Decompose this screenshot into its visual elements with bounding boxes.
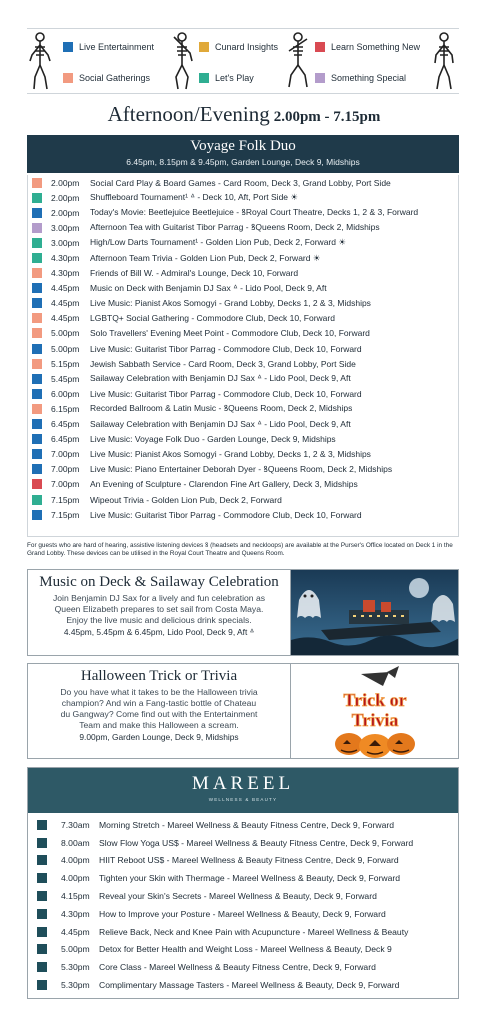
category-swatch	[32, 328, 42, 338]
event-description: Social Card Play & Board Games - Card Room, Deck 3, Grand Lobby, Port Side	[90, 177, 391, 188]
event-time: 2.00pm	[51, 207, 80, 218]
wellness-swatch	[37, 855, 47, 865]
wellness-row	[28, 869, 458, 887]
wellness-row	[28, 976, 458, 994]
wellness-swatch	[37, 962, 47, 972]
category-swatch	[32, 495, 42, 505]
schedule-row	[28, 371, 458, 386]
legend-swatch	[199, 42, 209, 52]
event-description: Live Music: Guitarist Tibor Parrag - Commodore Club, Deck 10, Forward	[90, 388, 362, 399]
event-time: 3.00pm	[51, 237, 80, 248]
schedule-row	[28, 341, 458, 356]
ghost-ship-illustration	[291, 570, 458, 655]
legend-learn-something-new: Learn Something New	[315, 42, 420, 52]
wellness-row	[28, 852, 458, 870]
legend-swatch	[199, 73, 209, 83]
wellness-description: HIIT Reboot US$ - Mareel Wellness & Beauty Fitness Centre, Deck 9, Forward	[99, 855, 399, 866]
event-description: Sailaway Celebration with Benjamin DJ Sax ᐞ - Lido Pool, Deck 9, Aft	[90, 373, 351, 384]
category-swatch	[32, 359, 42, 369]
legend-swatch	[63, 73, 73, 83]
event-time: 6.45pm	[51, 434, 80, 445]
wellness-row	[28, 905, 458, 923]
event-description: Live Music: Guitarist Tibor Parrag - Commodore Club, Deck 10, Forward	[90, 509, 362, 520]
category-swatch	[32, 510, 42, 520]
page-title: Afternoon/Evening 2.00pm - 7.15pm	[107, 102, 381, 126]
schedule-row	[28, 266, 458, 281]
schedule-row	[28, 250, 458, 265]
wellness-swatch	[37, 980, 47, 990]
category-swatch	[32, 344, 42, 354]
event-time: 4.30pm	[51, 253, 80, 264]
event-time: 7.00pm	[51, 449, 80, 460]
skeleton-icon	[171, 31, 193, 91]
schedule-row	[28, 281, 458, 296]
promo-footer: 9.00pm, Garden Lounge, Deck 9, Midships	[79, 732, 239, 742]
schedule-row	[28, 175, 458, 190]
category-swatch	[32, 464, 42, 474]
legend-swatch	[63, 42, 73, 52]
wellness-row	[28, 834, 458, 852]
wellness-row	[28, 958, 458, 976]
promo-footer: 4.45pm, 5.45pm & 6.45pm, Lido Pool, Deck 9, Aft ᐞ	[63, 627, 255, 637]
wellness-description: Morning Stretch - Mareel Wellness & Beauty Fitness Centre, Deck 9, Forward	[99, 819, 395, 830]
category-swatch	[32, 389, 42, 399]
wellness-swatch	[37, 873, 47, 883]
legend-live-entertainment: Live Entertainment	[63, 42, 154, 52]
category-swatch	[32, 268, 42, 278]
hearing-note: For guests who are hard of hearing, assistive listening devices ꝸ (headsets and neckloops) are available at the Purser's Office located on Deck 1 in the Grand Lobby. These devices can be utilised in the Royal Court Theatre and Queens Room.	[27, 542, 453, 557]
wellness-time: 4.00pm	[61, 855, 90, 866]
event-time: 4.45pm	[51, 313, 80, 324]
event-time: 6.15pm	[51, 403, 80, 414]
schedule-row	[28, 401, 458, 416]
event-description: Friends of Bill W. - Admiral's Lounge, Deck 10, Forward	[90, 268, 299, 279]
promo-description: Do you have what it takes to be the Halloween trivia champion? And win a Fang-tastic bottle of Chateau du Gangway? Come find out with the Entertainment Team and make this Halloween a scream.	[60, 687, 258, 730]
banner-title: Voyage Folk Duo	[190, 138, 296, 154]
wellness-description: Slow Flow Yoga US$ - Mareel Wellness & Beauty Fitness Centre, Deck 9, Forward	[99, 837, 414, 848]
featured-banner	[27, 135, 459, 173]
event-time: 4.45pm	[51, 298, 80, 309]
wellness-swatch	[37, 891, 47, 901]
category-legend	[27, 28, 459, 94]
wellness-time: 7.30am	[61, 819, 90, 830]
wellness-swatch	[37, 838, 47, 848]
banner-subtitle: 6.45pm, 8.15pm & 9.45pm, Garden Lounge, Deck 9, Midships	[126, 157, 360, 167]
event-description: An Evening of Sculpture - Clarendon Fine Art Gallery, Deck 3, Midships	[90, 479, 358, 490]
wellness-row	[28, 887, 458, 905]
mareel-list	[28, 813, 458, 994]
event-description: Sailaway Celebration with Benjamin DJ Sax ᐞ - Lido Pool, Deck 9, Aft	[90, 418, 351, 429]
event-time: 7.00pm	[51, 479, 80, 490]
category-swatch	[32, 238, 42, 248]
mareel-logo: MAREEL	[191, 773, 295, 794]
category-swatch	[32, 479, 42, 489]
wellness-description: Core Class - Mareel Wellness & Beauty Fitness Centre, Deck 9, Forward	[99, 962, 376, 973]
event-time: 5.00pm	[51, 343, 80, 354]
category-swatch	[32, 253, 42, 263]
event-time: 2.00pm	[51, 177, 80, 188]
promo-text	[28, 664, 290, 758]
event-time: 5.00pm	[51, 328, 80, 339]
trivia-label: Trivia	[351, 710, 399, 730]
category-swatch	[32, 313, 42, 323]
schedule-row	[28, 235, 458, 250]
category-swatch	[32, 193, 42, 203]
legend-lets-play: Let's Play	[199, 73, 254, 83]
promo-sailaway	[27, 569, 459, 656]
skeleton-icon	[433, 31, 455, 91]
schedule-row	[28, 311, 458, 326]
event-description: Wipeout Trivia - Golden Lion Pub, Deck 2, Forward	[90, 494, 282, 505]
event-description: Live Music: Pianist Akos Somogyi - Grand Lobby, Decks 1, 2 & 3, Midships	[90, 298, 371, 309]
wellness-swatch	[37, 944, 47, 954]
schedule-row	[28, 432, 458, 447]
wellness-time: 4.15pm	[61, 891, 90, 902]
wellness-description: Reveal your Skin's Secrets - Mareel Wellness & Beauty, Deck 9, Forward	[99, 891, 377, 902]
promo-title: Music on Deck & Sailaway Celebration	[39, 574, 279, 590]
wellness-time: 4.00pm	[61, 873, 90, 884]
event-time: 2.00pm	[51, 192, 80, 203]
schedule-row	[28, 417, 458, 432]
schedule-row	[28, 507, 458, 522]
wellness-row	[28, 816, 458, 834]
wellness-time: 8.00am	[61, 837, 90, 848]
event-time: 7.15pm	[51, 509, 80, 520]
category-swatch	[32, 283, 42, 293]
wellness-swatch	[37, 909, 47, 919]
wellness-time: 4.45pm	[61, 926, 90, 937]
wellness-row	[28, 923, 458, 941]
event-description: Live Music: Piano Entertainer Deborah Dyer - ꝸQueens Room, Deck 2, Midships	[90, 463, 393, 474]
trick-or-trivia-image	[290, 664, 458, 758]
wellness-time: 5.30pm	[61, 980, 90, 991]
event-time: 5.15pm	[51, 358, 80, 369]
mareel-header	[28, 768, 458, 813]
schedule-row	[28, 356, 458, 371]
wellness-description: Detox for Better Health and Weight Loss - Mareel Wellness & Beauty, Deck 9	[99, 944, 392, 955]
category-swatch	[32, 404, 42, 414]
category-swatch	[32, 178, 42, 188]
category-swatch	[32, 223, 42, 233]
event-description: LGBTQ+ Social Gathering - Commodore Club, Deck 10, Forward	[90, 313, 335, 324]
event-time: 7.15pm	[51, 494, 80, 505]
schedule-row	[28, 296, 458, 311]
event-description: Recorded Ballroom & Latin Music - ꝸQueens Room, Deck 2, Midships	[90, 403, 353, 414]
wellness-swatch	[37, 927, 47, 937]
event-time: 4.45pm	[51, 283, 80, 294]
schedule-row	[28, 220, 458, 235]
schedule-row	[28, 492, 458, 507]
wellness-description: How to Improve your Posture - Mareel Wellness & Beauty, Deck 9, Forward	[99, 908, 386, 919]
promo-title: Halloween Trick or Trivia	[80, 668, 238, 684]
wellness-time: 4.30pm	[61, 908, 90, 919]
event-description: Music on Deck with Benjamin DJ Sax ᐞ - Lido Pool, Deck 9, Aft	[90, 282, 327, 293]
schedule-row	[28, 447, 458, 462]
event-time: 6.45pm	[51, 419, 80, 430]
event-description: Afternoon Tea with Guitarist Tibor Parrag - ꝸQueens Room, Deck 2, Midships	[90, 222, 380, 233]
event-time: 5.45pm	[51, 373, 80, 384]
promo-halloween-trivia	[27, 663, 459, 759]
event-time: 4.30pm	[51, 268, 80, 279]
event-description: Afternoon Team Trivia - Golden Lion Pub, Deck 2, Forward ☀	[90, 252, 321, 263]
wellness-row	[28, 941, 458, 959]
event-time: 3.00pm	[51, 222, 80, 233]
legend-swatch	[315, 73, 325, 83]
wellness-description: Complimentary Massage Tasters - Mareel Wellness & Beauty, Deck 9, Forward	[99, 980, 400, 991]
event-time: 7.00pm	[51, 464, 80, 475]
time-range: 2.00pm - 7.15pm	[273, 109, 381, 125]
mareel-wellness-section	[27, 767, 459, 999]
wellness-swatch	[37, 820, 47, 830]
event-description: Live Music: Pianist Akos Somogyi - Grand Lobby, Decks 1, 2 & 3, Midships	[90, 449, 371, 460]
schedule-row	[28, 477, 458, 492]
category-swatch	[32, 449, 42, 459]
wellness-description: Relieve Back, Neck and Knee Pain with Acupuncture - Mareel Wellness & Beauty	[99, 926, 409, 937]
schedule-row	[28, 386, 458, 401]
event-description: Live Music: Voyage Folk Duo - Garden Lounge, Deck 9, Midships	[90, 434, 336, 445]
schedule-row	[28, 326, 458, 341]
event-description: Today's Movie: Beetlejuice Beetlejuice - ꝸRoyal Court Theatre, Decks 1, 2 & 3, Forward	[90, 207, 419, 218]
schedule-list	[27, 175, 459, 537]
legend-social-gatherings: Social Gatherings	[63, 73, 150, 83]
category-swatch	[32, 419, 42, 429]
category-swatch	[32, 374, 42, 384]
wellness-description: Tighten your Skin with Thermage - Mareel Wellness & Beauty, Deck 9, Forward	[99, 873, 401, 884]
schedule-row	[28, 205, 458, 220]
event-description: Live Music: Guitarist Tibor Parrag - Commodore Club, Deck 10, Forward	[90, 343, 362, 354]
event-description: Shuffleboard Tournament¹ ᐞ - Deck 10, Aft, Port Side ☀	[90, 192, 299, 203]
legend-cunard-insights: Cunard Insights	[199, 42, 278, 52]
promo-description: Join Benjamin DJ Sax for a lively and fun celebration as Queen Elizabeth prepares to set sail from Costa Maya. Enjoy the live music and delicious drink specials.	[52, 593, 266, 625]
event-time: 6.00pm	[51, 388, 80, 399]
ghost-ship-image	[290, 570, 458, 655]
event-description: Jewish Sabbath Service - Card Room, Deck 3, Grand Lobby, Port Side	[90, 358, 356, 369]
legend-something-special: Something Special	[315, 73, 406, 83]
trick-or-trivia-illustration	[291, 664, 458, 758]
schedule-row	[28, 462, 458, 477]
category-swatch	[32, 298, 42, 308]
mareel-tagline: WELLNESS & BEAUTY	[208, 797, 278, 802]
category-swatch	[32, 208, 42, 218]
skeleton-icon	[287, 31, 309, 91]
promo-text	[28, 570, 290, 655]
wellness-time: 5.00pm	[61, 944, 90, 955]
wellness-time: 5.30pm	[61, 962, 90, 973]
category-swatch	[32, 434, 42, 444]
event-description: High/Low Darts Tournament¹ - Golden Lion Pub, Deck 2, Forward ☀	[90, 237, 346, 248]
schedule-row	[28, 190, 458, 205]
skeleton-icon	[29, 31, 51, 91]
legend-swatch	[315, 42, 325, 52]
event-description: Solo Travellers' Evening Meet Point - Commodore Club, Deck 10, Forward	[90, 328, 370, 339]
trick-or-label: Trick or	[343, 690, 407, 710]
